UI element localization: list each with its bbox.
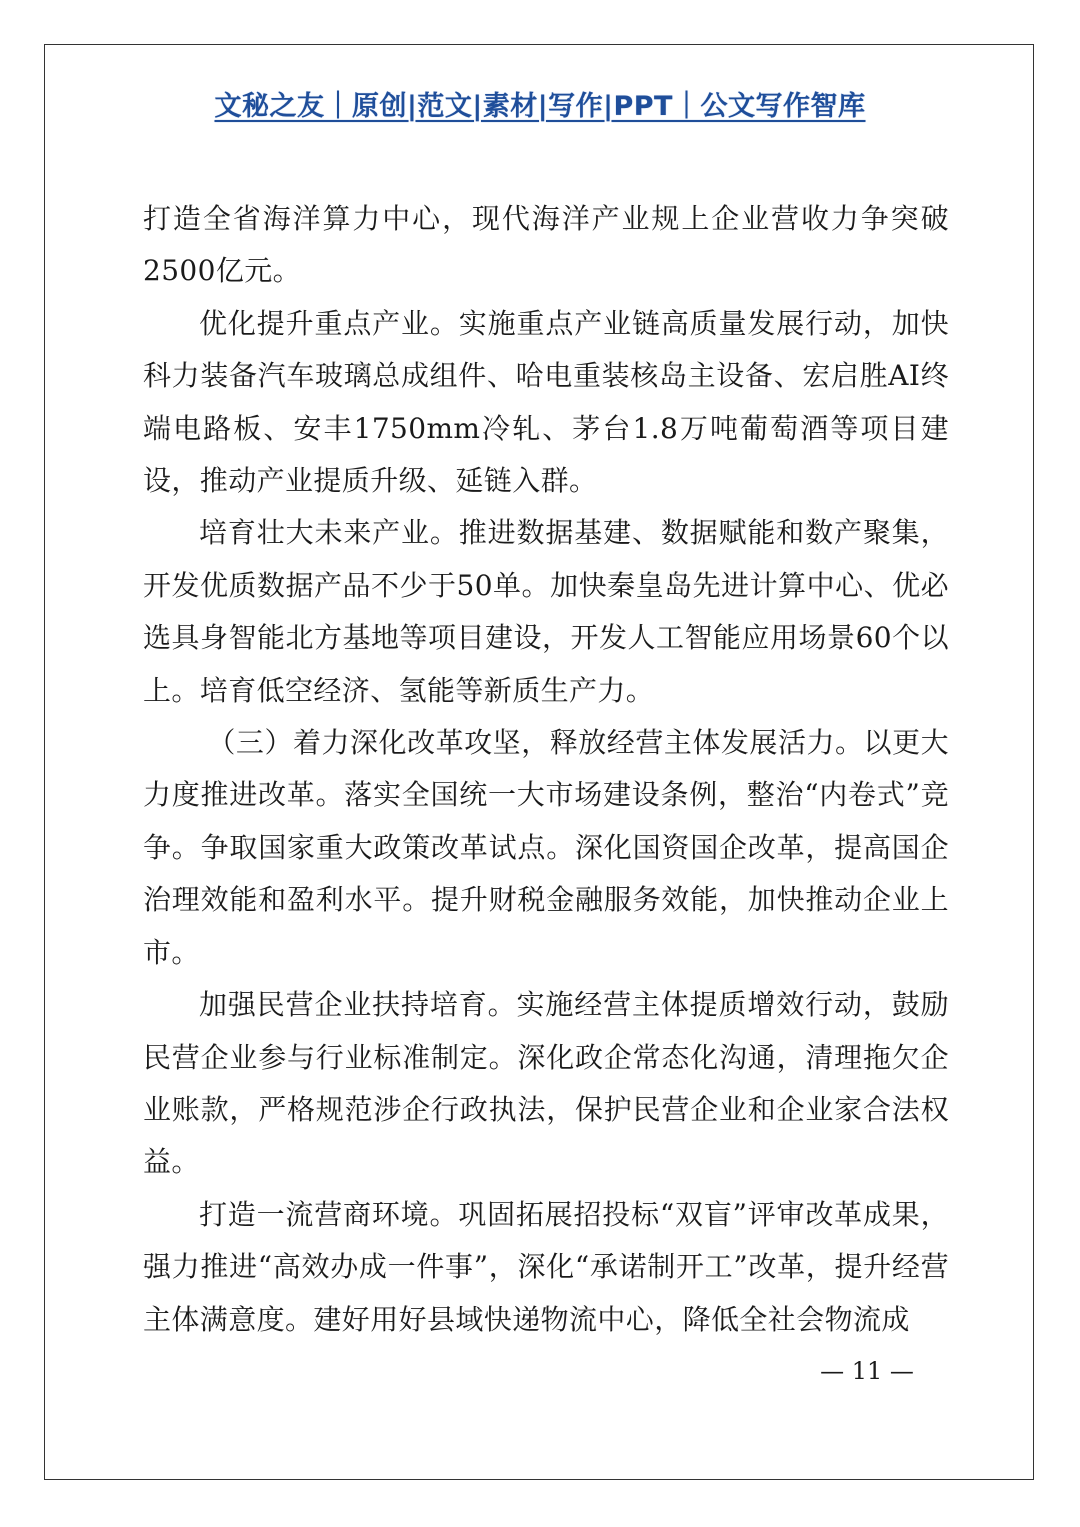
document-body xyxy=(143,193,949,1346)
paragraph-business-environment: 打造一流营商环境。巩固拓展招投标“双盲”评审改革成果，强力推进“高效办成一件事”，深化“承诺制开工”改革，提升经营主体满意度。建好用好县域快递物流中心，降低全社会物流成 xyxy=(143,1197,949,1336)
page-number: — 11 — xyxy=(820,1357,914,1385)
paragraph-key-industries: 优化提升重点产业。实施重点产业链高质量发展行动，加快科力装备汽车玻璃总成组件、哈电重装核岛主设备、宏启胜AI终端电路板、安丰1750mm冷轧、茅台1.8万吨葡萄酒等项目建设，推动产业提质升级、延链入群。 xyxy=(143,306,949,498)
paragraph-private-enterprise: 加强民营企业扶持培育。实施经营主体提质增效行动，鼓励民营企业参与行业标准制定。深化政企常态化沟通，清理拖欠企业账款，严格规范涉企行政执法，保护民营企业和企业家合法权益。 xyxy=(143,988,949,1179)
paragraph-section-three: （三）着力深化改革攻坚，释放经营主体发展活力。以更大力度推进改革。落实全国统一大市场建设条例，整治“内卷式”竞争。争取国家重大政策改革试点。深化国资国企改革，提高国企治理效能和盈利水平。提升财税金融服务效能，加快推动企业上市。 xyxy=(143,726,949,969)
paragraph-future-industries: 培育壮大未来产业。推进数据基建、数据赋能和数产聚集，开发优质数据产品不少于50单。加快秦皇岛先进计算中心、优必选具身智能北方基地等项目建设，开发人工智能应用场景60个以上。培育低空经济、氢能等新质生产力。 xyxy=(143,516,949,707)
paragraph-continuation: 打造全省海洋算力中心，现代海洋产业规上企业营收力争突破2500亿元。 xyxy=(143,202,949,288)
document-header[interactable]: 文秘之友｜原创|范文|素材|写作|PPT｜公文写作智库 xyxy=(214,91,866,122)
